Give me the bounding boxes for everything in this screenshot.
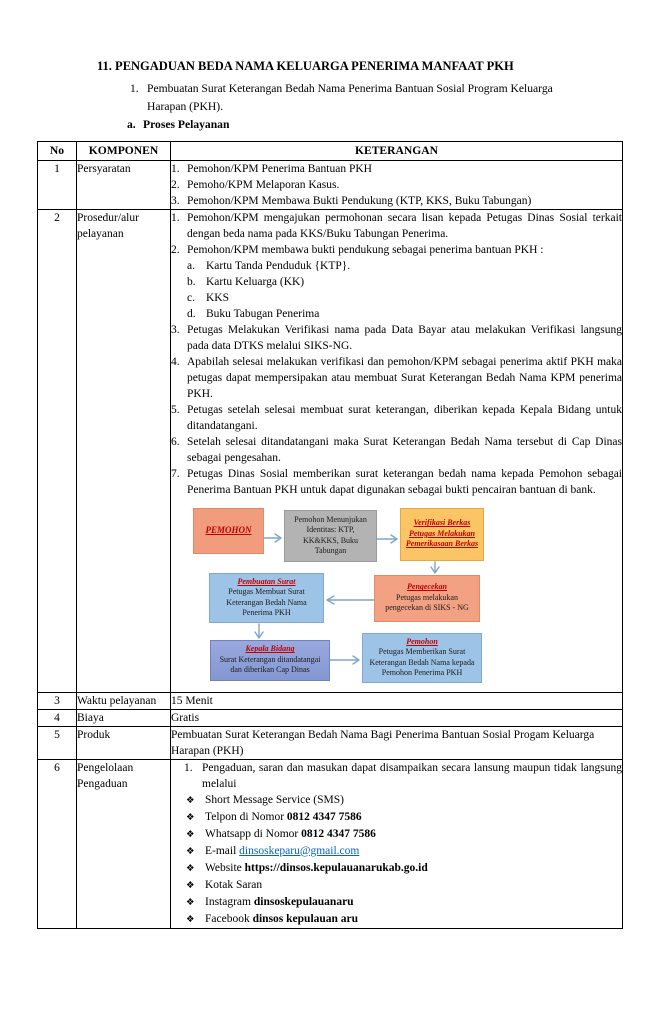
table-row [38,160,623,209]
flow-box-pengecekan: Pengecekan Petugas melakukan pengecekan di SIKS - NG [374,575,480,622]
list-item: 3. Petugas Melakukan Verifikasi nama pada Data Bayar atau melakukan Verifikasi langsung pada data DTKS melalui SIKS-NG. [171,323,622,352]
section-letter: a. [127,118,136,131]
email-link[interactable]: dinsoskeparu@gmail.com [239,844,360,857]
flow-box-identitas: Pemohon Menunjukan Identitas: KTP, KK&KKS, Buku Tabungan [284,510,377,562]
contact-email: ❖ E-mail dinsoskeparu@gmail.com [186,843,622,860]
diamond-bullet-icon: ❖ [186,862,195,874]
list-item: 6. Setelah selesai ditandatangani maka Surat Keterangan Bedah Nama tersebut di Cap Dinas sebagai pengesahan. [171,435,622,464]
komponen-cell: Pengelolaan Pengaduan [77,759,171,928]
subtitle-text: Pembuatan Surat Keterangan Bedah Nama Penerima Bantuan Sosial Program Keluarga Harapan (PKH). [147,82,553,113]
komponen-cell: Biaya [77,709,171,726]
document-header [0,0,667,134]
list-item: 3. Pemohon/KPM Membawa Bukti Pendukung (KTP, KKS, Buku Tabungan) [171,194,532,207]
row-number: 4 [38,709,77,726]
page-title: 11. PENGADUAN BEDA NAMA KELUARGA PENERIMA MANFAAT PKH [97,59,514,73]
header-keterangan: KETERANGAN [171,141,623,160]
procedure-flowchart [193,508,484,688]
row-number: 6 [38,759,77,928]
flow-box-verifikasi-berkas: Verifikasi Berkas Petugas Melakukan Pemerikasaan Berkas [400,508,484,561]
complaint-intro: 1. Pengaduan, saran dan masukan dapat disampaikan secara lansung maupun tidak langsung melalui [184,761,622,790]
row-number: 5 [38,726,77,759]
contact-sms: ❖ Short Message Service (SMS) [186,792,622,809]
komponen-cell: Waktu pelayanan [77,692,171,709]
flow-box-pemohon-penerima: Pemohon Petugas Memberikan Surat Keterangan Bedah Nama kepada Pemohon Penerima PKH [362,633,482,683]
contact-facebook: ❖ Facebook dinsos kepulauan aru [186,911,622,928]
row-number: 2 [38,209,77,692]
sub-list-item: b. Kartu Keluarga (KK) [187,275,305,288]
section-heading [127,116,667,134]
whatsapp-number: 0812 4347 7586 [301,827,376,840]
contact-instagram: ❖ Instagram dinsoskepulauanaru [186,894,622,911]
list-item: 5. Petugas setelah selesai membuat surat keterangan, diberikan kepada Kepala Bidang untuk ditandatangani. [171,403,622,432]
service-table [37,141,623,929]
komponen-cell: Persyaratan [77,160,171,209]
komponen-cell: Produk [77,726,171,759]
contact-whatsapp: ❖ Whatsapp di Nomor 0812 4347 7586 [186,826,622,843]
list-item: 7. Petugas Dinas Sosial memberikan surat keterangan bedah nama kepada Pemohon sebagai Penerima Bantuan PKH untuk dapat digunakan sebagai bukti pencairan bantuan di bank. [171,467,622,496]
diamond-bullet-icon: ❖ [186,896,195,908]
diamond-bullet-icon: ❖ [186,828,195,840]
flow-box-kepala-bidang: Kepala Bidang Surat Keterangan ditandatangai dan diberikan Cap Dinas [210,640,330,681]
flow-box-pemohon: PEMOHON [193,508,264,554]
subtitle [130,80,570,115]
table-row [38,726,623,759]
diamond-bullet-icon: ❖ [186,879,195,891]
website-url: https://dinsos.kepulauanarukab.go.id [244,861,428,874]
diamond-bullet-icon: ❖ [186,845,195,857]
diamond-bullet-icon: ❖ [186,811,195,823]
header-komponen: KOMPONEN [77,141,171,160]
contact-suggestion-box: ❖ Kotak Saran [186,877,622,894]
table-row [38,759,623,928]
flow-box-pembuatan-surat: Pembuatan Surat Petugas Membuat Surat Keterangan Bedah Nama Penerima PKH [209,573,324,623]
keterangan-cell: 15 Menit [171,692,623,709]
phone-number: 0812 4347 7586 [286,810,362,823]
diamond-bullet-icon: ❖ [186,794,195,806]
row-number: 1 [38,160,77,209]
keterangan-cell [171,160,623,209]
table-row [38,692,623,709]
keterangan-cell: Gratis [171,709,623,726]
header-no: No [38,141,77,160]
komponen-cell: Prosedur/alur pelayanan [77,209,171,692]
section-title: Proses Pelayanan [143,118,230,131]
table-row [38,709,623,726]
list-item: 1. Pemohon/KPM Penerima Bantuan PKH [171,162,372,175]
list-item: 1. Pemohon/KPM mengajukan permohonan secara lisan kepada Petugas Dinas Sosial terkait dengan beda nama pada KKS/Buku Tabungan Penerima. [171,211,622,240]
list-item: 4. Apabilah selesai melakukan verifikasi dan pemohon/KPM sebagai penerima aktif PKH maka petugas dapat mempersipakan atau membuat Surat Keterangan Bedah Nama KPM penerima PKH. [171,355,622,400]
keterangan-cell [171,759,623,928]
keterangan-cell: Pembuatan Surat Keterangan Bedah Nama Bagi Penerima Bantuan Sosial Progam Keluarga Harapan (PKH) [171,726,623,759]
list-item: 2. Pemoho/KPM Melaporan Kasus. [171,178,340,191]
diamond-bullet-icon: ❖ [186,913,195,925]
row-number: 3 [38,692,77,709]
facebook-handle: dinsos kepulauan aru [252,912,359,925]
table-header-row [38,141,623,160]
contact-phone: ❖ Telpon di Nomor 0812 4347 7586 [186,809,622,826]
list-item: 2. Pemohon/KPM membawa bukti pendukung sebagai penerima bantuan PKH : [171,243,544,256]
subtitle-number: 1. [130,82,139,95]
contact-website: ❖ Website https://dinsos.kepulauanarukab.go.id [186,860,622,877]
sub-list-item: a. Kartu Tanda Penduduk {KTP}. [187,259,351,272]
keterangan-cell [171,209,623,692]
instagram-handle: dinsoskepulauanaru [253,895,354,908]
sub-list-item: d. Buku Tabugan Penerima [187,307,320,320]
table-row [38,209,623,692]
sub-list-item: c. KKS [187,291,230,304]
